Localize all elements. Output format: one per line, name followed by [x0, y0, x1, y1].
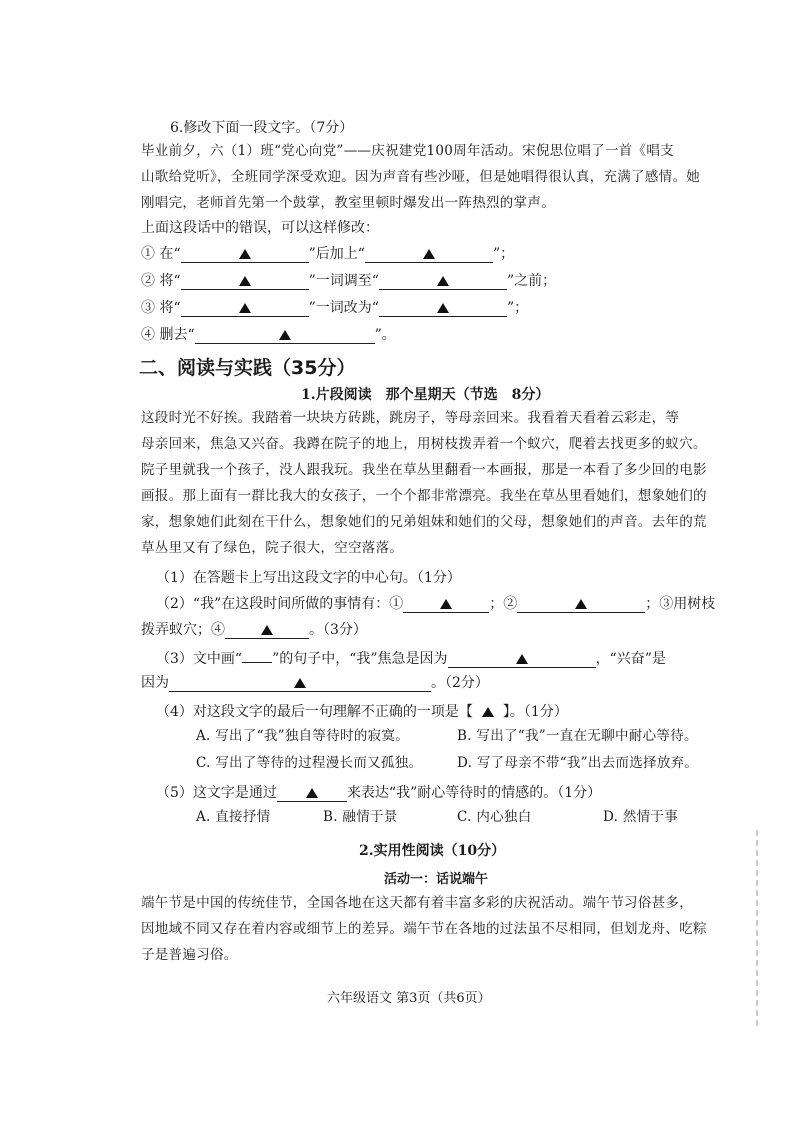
answer-blank[interactable]: [365, 246, 493, 263]
option-a[interactable]: A. 写出了“我”独自等待时的寂寞。: [196, 728, 410, 744]
triangle-marker-icon: [239, 276, 251, 286]
q6-instruction: 上面这段话中的错误，可以这样修改：: [141, 220, 379, 236]
q6-paragraph-line: 山歌给党听》，全班同学深受欢迎。因为声音有些沙哑，但是她唱得很认真，充满了感情。她: [141, 169, 701, 185]
option-d[interactable]: D. 然情于事: [603, 809, 679, 825]
option-c[interactable]: C. 内心独白: [457, 809, 532, 825]
scan-edge: [756, 830, 758, 1030]
passage-line: 草丛里又有了绿色，院子很大，空空落落。: [141, 540, 404, 556]
triangle-marker-icon: [437, 276, 449, 286]
triangle-marker-icon: [279, 330, 291, 340]
answer-slot[interactable]: [473, 704, 503, 720]
question-5: （5）这文字是通过 来表达“我”耐心等待时的情感的。（1分）: [156, 785, 602, 801]
q6-title: 6.修改下面一段文字。（7分）: [170, 120, 354, 136]
option-c[interactable]: C. 写出了等待的过程漫长而又孤独。: [196, 755, 423, 771]
passage-line: 这段时光不好挨。我踏着一块块方砖跳，跳房子，等母亲回来。我看着天看着云彩走，等: [141, 410, 680, 426]
answer-blank[interactable]: [195, 327, 375, 344]
question-2: （2）“我”在这段时间所做的事情有：① ；② ；③用树枝: [156, 596, 716, 612]
passage-line: 院子里就我一个孩子，没人跟我玩。我坐在草丛里翻看一本画报，那是一本看了多少回的电影: [141, 462, 707, 478]
q6-item-3: ③ 将“ ”一词改为“ ”；: [141, 300, 529, 316]
passage-line: 因地域不同又存在着内容或细节上的差异。端午节在各地的过法虽不尽相同，但划龙舟、吃粽: [141, 921, 707, 937]
option-d[interactable]: D. 写了母亲不带“我”出去而选择放弃。: [457, 755, 699, 771]
passage2-title: 2.实用性阅读（10分）: [359, 843, 506, 859]
answer-blank[interactable]: [448, 651, 596, 668]
activity1-title: 活动一：话说端午: [384, 872, 489, 887]
passage-line: 母亲回来，焦急又兴奋。我蹲在院子的地上，用树枝拨弄着一个蚁穴，爬着去找更多的蚁穴。: [141, 436, 707, 452]
section-title: 二、阅读与实践（35分）: [139, 357, 356, 379]
underline-mark: [242, 646, 272, 663]
triangle-marker-icon: [516, 654, 528, 664]
answer-blank[interactable]: [225, 622, 309, 639]
q6-item-4: ④ 删去“ ”。: [141, 327, 396, 343]
question-1: （1）在答题卡上写出这段文字的中心句。（1分）: [156, 570, 461, 586]
triangle-marker-icon: [239, 249, 251, 259]
answer-blank[interactable]: [379, 273, 507, 290]
page-footer: 六年级语文 第3页（共6页）: [327, 991, 491, 1006]
triangle-marker-icon: [482, 707, 494, 717]
passage-line: 家，想象她们此刻在干什么，想象她们的兄弟姐妹和她们的父母，想象她们的声音。去年的荒: [141, 514, 707, 530]
answer-blank[interactable]: [181, 273, 309, 290]
answer-blank[interactable]: [379, 300, 507, 317]
passage-line: 端午节是中国的传统佳节，全国各地在这天都有着丰富多彩的庆祝活动。端午节习俗甚多，: [141, 895, 693, 911]
option-b[interactable]: B. 融情于景: [323, 809, 398, 825]
question-3: （3）文中画“ ”的句子中，“我”焦急是因为 ，“兴奋”是: [156, 646, 666, 668]
triangle-marker-icon: [437, 303, 449, 313]
triangle-marker-icon: [575, 599, 587, 609]
question-3-cont: 因为 。（2分）: [141, 675, 489, 691]
triangle-marker-icon: [306, 788, 318, 798]
question-4: （4）对这段文字的最后一句理解不正确的一项是【 】。（1分）: [156, 704, 568, 720]
answer-blank[interactable]: [403, 596, 489, 613]
passage-line: 子是普遍习俗。: [141, 947, 238, 963]
option-b[interactable]: B. 写出了“我”一直在无聊中耐心等待。: [457, 728, 698, 744]
q6-item-2: ② 将“ ”一词调至“ ”之前；: [141, 273, 557, 289]
answer-blank[interactable]: [169, 675, 431, 692]
answer-blank[interactable]: [517, 596, 645, 613]
triangle-marker-icon: [440, 599, 452, 609]
passage1-title: 1.片段阅读 那个星期天（节选 8分）: [301, 387, 550, 403]
q6-item-1: ① 在“ ”后加上“ ”；: [141, 246, 515, 262]
triangle-marker-icon: [239, 303, 251, 313]
answer-blank[interactable]: [277, 785, 347, 802]
option-a[interactable]: A. 直接抒情: [196, 809, 271, 825]
triangle-marker-icon: [294, 678, 306, 688]
triangle-marker-icon: [261, 625, 273, 635]
q6-paragraph-line: 毕业前夕，六（1）班“党心向党”——庆祝建党100周年活动。宋倪思位唱了一首《唱支: [141, 143, 674, 159]
answer-blank[interactable]: [181, 300, 309, 317]
question-2-cont: 拨弄蚁穴；④ 。（3分）: [141, 622, 367, 638]
q6-paragraph-line: 刚唱完，老师首先第一个鼓掌，教室里顿时爆发出一阵热烈的掌声。: [141, 195, 555, 211]
triangle-marker-icon: [423, 249, 435, 259]
answer-blank[interactable]: [181, 246, 309, 263]
passage-line: 画报。那上面有一群比我大的女孩子，一个个都非常漂亮。我坐在草丛里看她们，想象她们的: [141, 488, 707, 504]
